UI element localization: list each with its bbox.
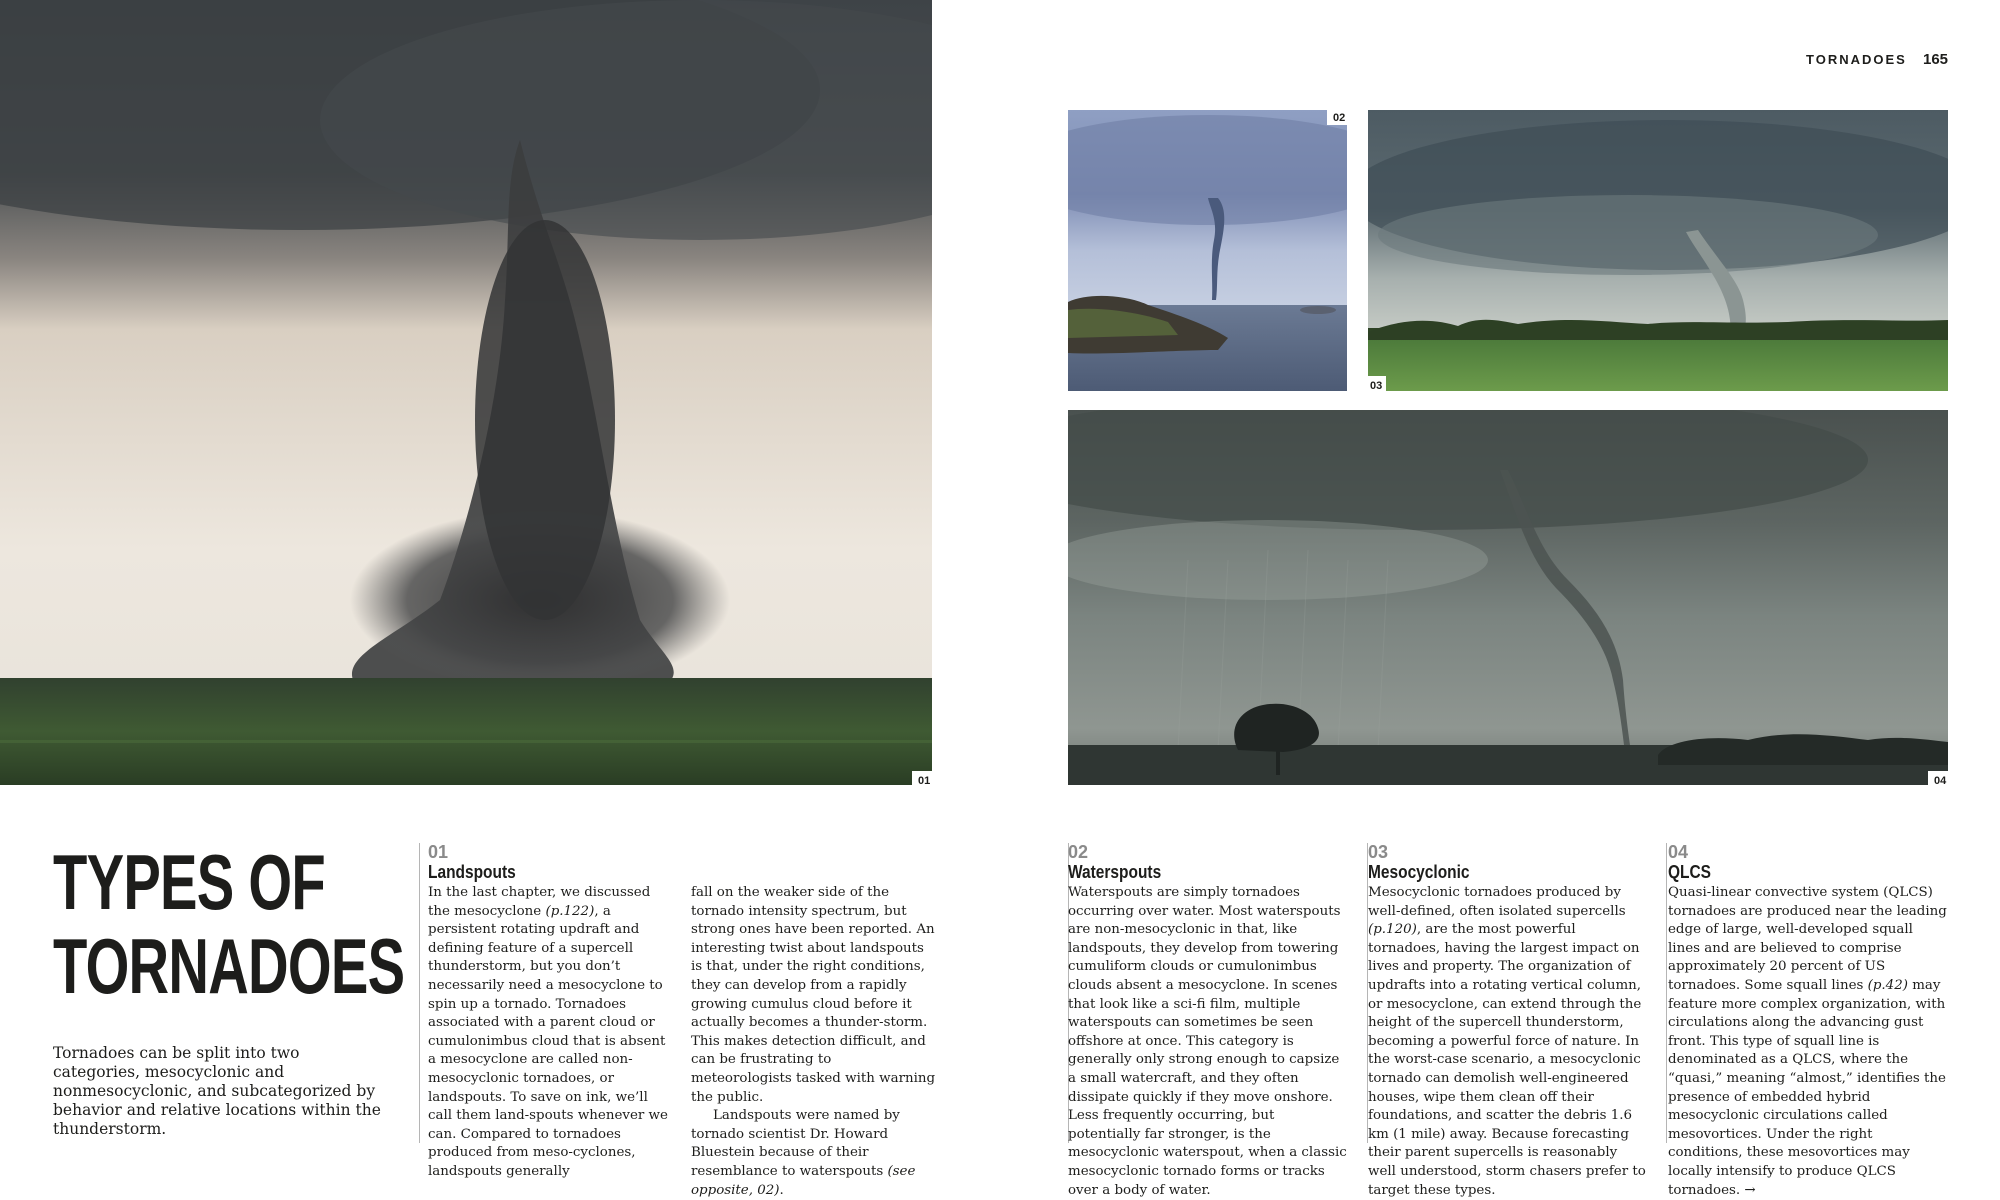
landspouts-paragraph: fall on the weaker side of the tornado intensity spectrum, but strong ones have been reported. An interesting twist about landspouts is that, under the right conditions, they can develop from a rapidly growing cumulus cloud before it actually becomes a thunder-storm. This makes detection difficult, and can be frustrating to meteorologists tasked with warning the public. — [691, 885, 936, 1105]
photo-mesocyclonic — [1368, 110, 1948, 391]
figure-number-01: 01 — [912, 771, 934, 788]
section-number: 01 — [428, 842, 449, 862]
waterspouts-text: Waterspouts are simply tornadoes occurring over water. Most waterspouts are non-mesocyclonic in that, like landspouts, they develop from towering cumuliform clouds or cumulonimbus clouds absent a mesocyclone. In scenes that look like a sci-fi film, multiple waterspouts can sometimes be seen offshore at once. This category is generally only strong enough to capsize a small watercraft, and they often dissipate quickly if they move onshore. Less frequently occurring, but potentially far stronger, is the mesocyclonic waterspout, when a classic mesocyclonic tornado forms or tracks over a body of water. — [1068, 885, 1347, 1198]
photo-landspout — [0, 0, 932, 785]
figure-number-02: 02 — [1327, 108, 1349, 125]
section-number: 03 — [1368, 842, 1389, 862]
section-heading-waterspouts: Waterspouts — [1068, 862, 1162, 882]
page-title-line-2: TORNADOES — [53, 922, 405, 1010]
section-number: 02 — [1068, 842, 1089, 862]
photo-qlcs — [1068, 410, 1948, 785]
page-title-line-1: TYPES OF — [53, 838, 325, 926]
mesocyclonic-text: Mesocyclonic tornadoes produced by well-defined, often isolated supercells (p.120), are the most powerful tornadoes, having the largest impact on lives and property. The organization of updrafts into a rotating vertical column, or mesocyclone, can extend through the height of the supercell thunderstorm, becoming a powerful force of nature. In the worst-case scenario, a mesocyclonic tornado can demolish well-engineered houses, wipe them clean off their foundations, and scatter the debris 1.6 km (1 mile) away. Because forecasting their parent supercells is reasonably well understood, storm chasers prefer to target these types. — [1368, 885, 1646, 1198]
landspouts-text-col-1: In the last chapter, we discussed the mesocyclone (p.122), a persistent rotating updraft and defining feature of a supercell thunderstorm, but you don’t necessarily need a mesocyclone to spin up a tornado. Tornadoes associated with a parent cloud or cumulonimbus cloud that is absent a mesocyclone are called non-mesocyclonic tornadoes, or landspouts. To save on ink, we’ll call them land-spouts whenever we can. Compared to tornadoes produced from meso-cyclones, landspouts generally — [428, 885, 668, 1179]
section-heading-mesocyclonic: Mesocyclonic — [1368, 862, 1470, 882]
intro-paragraph: Tornadoes can be split into two categories, mesocyclonic and nonmesocyclonic, and subcategorized by behavior and relative locations within the thunderstorm. — [53, 1044, 381, 1138]
section-heading-landspouts: Landspouts — [428, 862, 516, 882]
figure-number-03: 03 — [1364, 376, 1386, 393]
page-number: 165 — [1923, 51, 1949, 68]
continue-arrow-icon: → — [1744, 1182, 1756, 1198]
column-rule — [1666, 843, 1667, 1143]
running-header: TORNADOES — [1806, 52, 1907, 67]
page-reference: (p.42) — [1867, 977, 1908, 993]
section-number: 04 — [1668, 842, 1689, 862]
photo-waterspout — [1068, 110, 1347, 391]
page-reference: (see opposite, 02) — [691, 1163, 916, 1198]
column-rule — [419, 843, 420, 1143]
figure-number-04: 04 — [1928, 771, 1950, 788]
page-reference: (p.122) — [545, 903, 595, 919]
qlcs-text: Quasi-linear convective system (QLCS) tornadoes are produced near the leading edge of large, well-developed squall lines and are believed to comprise approximately 20 percent of US tornadoes. Some squall lines (p.42) may feature more complex organization, with circulations along the advancing gust front. This type of squall line is denominated as a QLCS, where the “quasi,” meaning “almost,” identifies the presence of embedded hybrid mesocyclonic circulations called mesovortices. Under the right conditions, these mesovortices may locally intensify to produce QLCS tornadoes. → — [1668, 885, 1947, 1198]
page-reference: (p.120) — [1368, 922, 1417, 938]
landspouts-text-col-2: fall on the weaker side of the tornado intensity spectrum, but strong ones have been reported. An interesting twist about landspouts is that, under the right conditions, they can develop from a rapidly growing cumulus cloud before it actually becomes a thunder-storm. This makes detection difficult, and can be frustrating to meteorologists tasked with warning the public. Landspouts were named by tornado scientist Dr. Howard Bluestein because of their resemblance to waterspouts (see opposite, 02). — [691, 885, 936, 1198]
section-heading-qlcs: QLCS — [1668, 862, 1712, 882]
